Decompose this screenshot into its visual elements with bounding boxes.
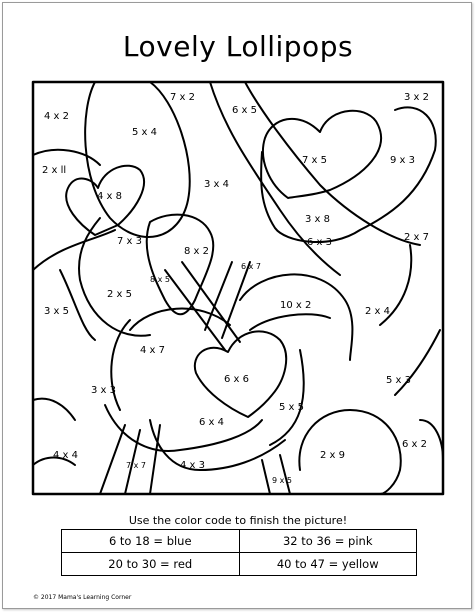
problem-labels [42,92,429,485]
problem-label: 7 x 7 [126,461,146,470]
problem-label: 6 x 7 [241,262,261,271]
problem-label: 6 x 6 [224,374,249,385]
problem-label: 2 x 5 [107,289,132,300]
problem-label: 9 x 3 [390,155,415,166]
problem-label: 6 x 5 [232,105,257,116]
color-code-cell: 40 to 47 = yellow [239,553,417,576]
problem-label: 5 x 5 [279,402,304,413]
problem-label: 2 x ll [42,165,67,176]
problem-label: 5 x 4 [132,127,157,138]
problem-label: 7 x 2 [170,92,195,103]
color-code-cell: 6 to 18 = blue [62,530,240,553]
problem-label: 4 x 4 [53,450,78,461]
problem-label: 9 x 5 [272,476,292,485]
problem-label: 2 x 4 [365,306,390,317]
problem-label: 2 x 9 [320,450,345,461]
problem-label: 4 x 7 [140,345,165,356]
problem-label: 5 x 3 [386,375,411,386]
problem-label: 4 x 3 [180,460,205,471]
color-code-row [62,530,417,553]
problem-label: 7 x 3 [117,236,142,247]
problem-label: 3 x 5 [44,306,69,317]
problem-label: 6 x 4 [199,417,224,428]
problem-label: 8 x 5 [150,275,170,284]
page-title: Lovely Lollipops [122,30,354,63]
copyright-text: © 2017 Mama's Learning Corner [33,594,132,601]
problem-label: 2 x 7 [404,232,429,243]
problem-label: 4 x 8 [97,191,122,202]
color-code-cell: 20 to 30 = red [62,553,240,576]
problem-label: 6 x 2 [402,439,427,450]
problem-label: 6 x 3 [307,237,332,248]
color-code-cell: 32 to 36 = pink [239,530,417,553]
problem-label: 3 x 4 [204,179,229,190]
instruction-text: Use the color code to finish the picture! [128,514,348,527]
problem-label: 3 x 2 [404,92,429,103]
problem-label: 3 x 8 [305,214,330,225]
problem-label: 4 x 2 [44,111,69,122]
color-code-table [61,529,417,576]
problem-label: 10 x 2 [280,300,312,311]
color-code-row [62,553,417,576]
problem-label: 3 x 3 [91,385,116,396]
problem-label: 8 x 2 [184,246,209,257]
problem-label: 7 x 5 [302,155,327,166]
